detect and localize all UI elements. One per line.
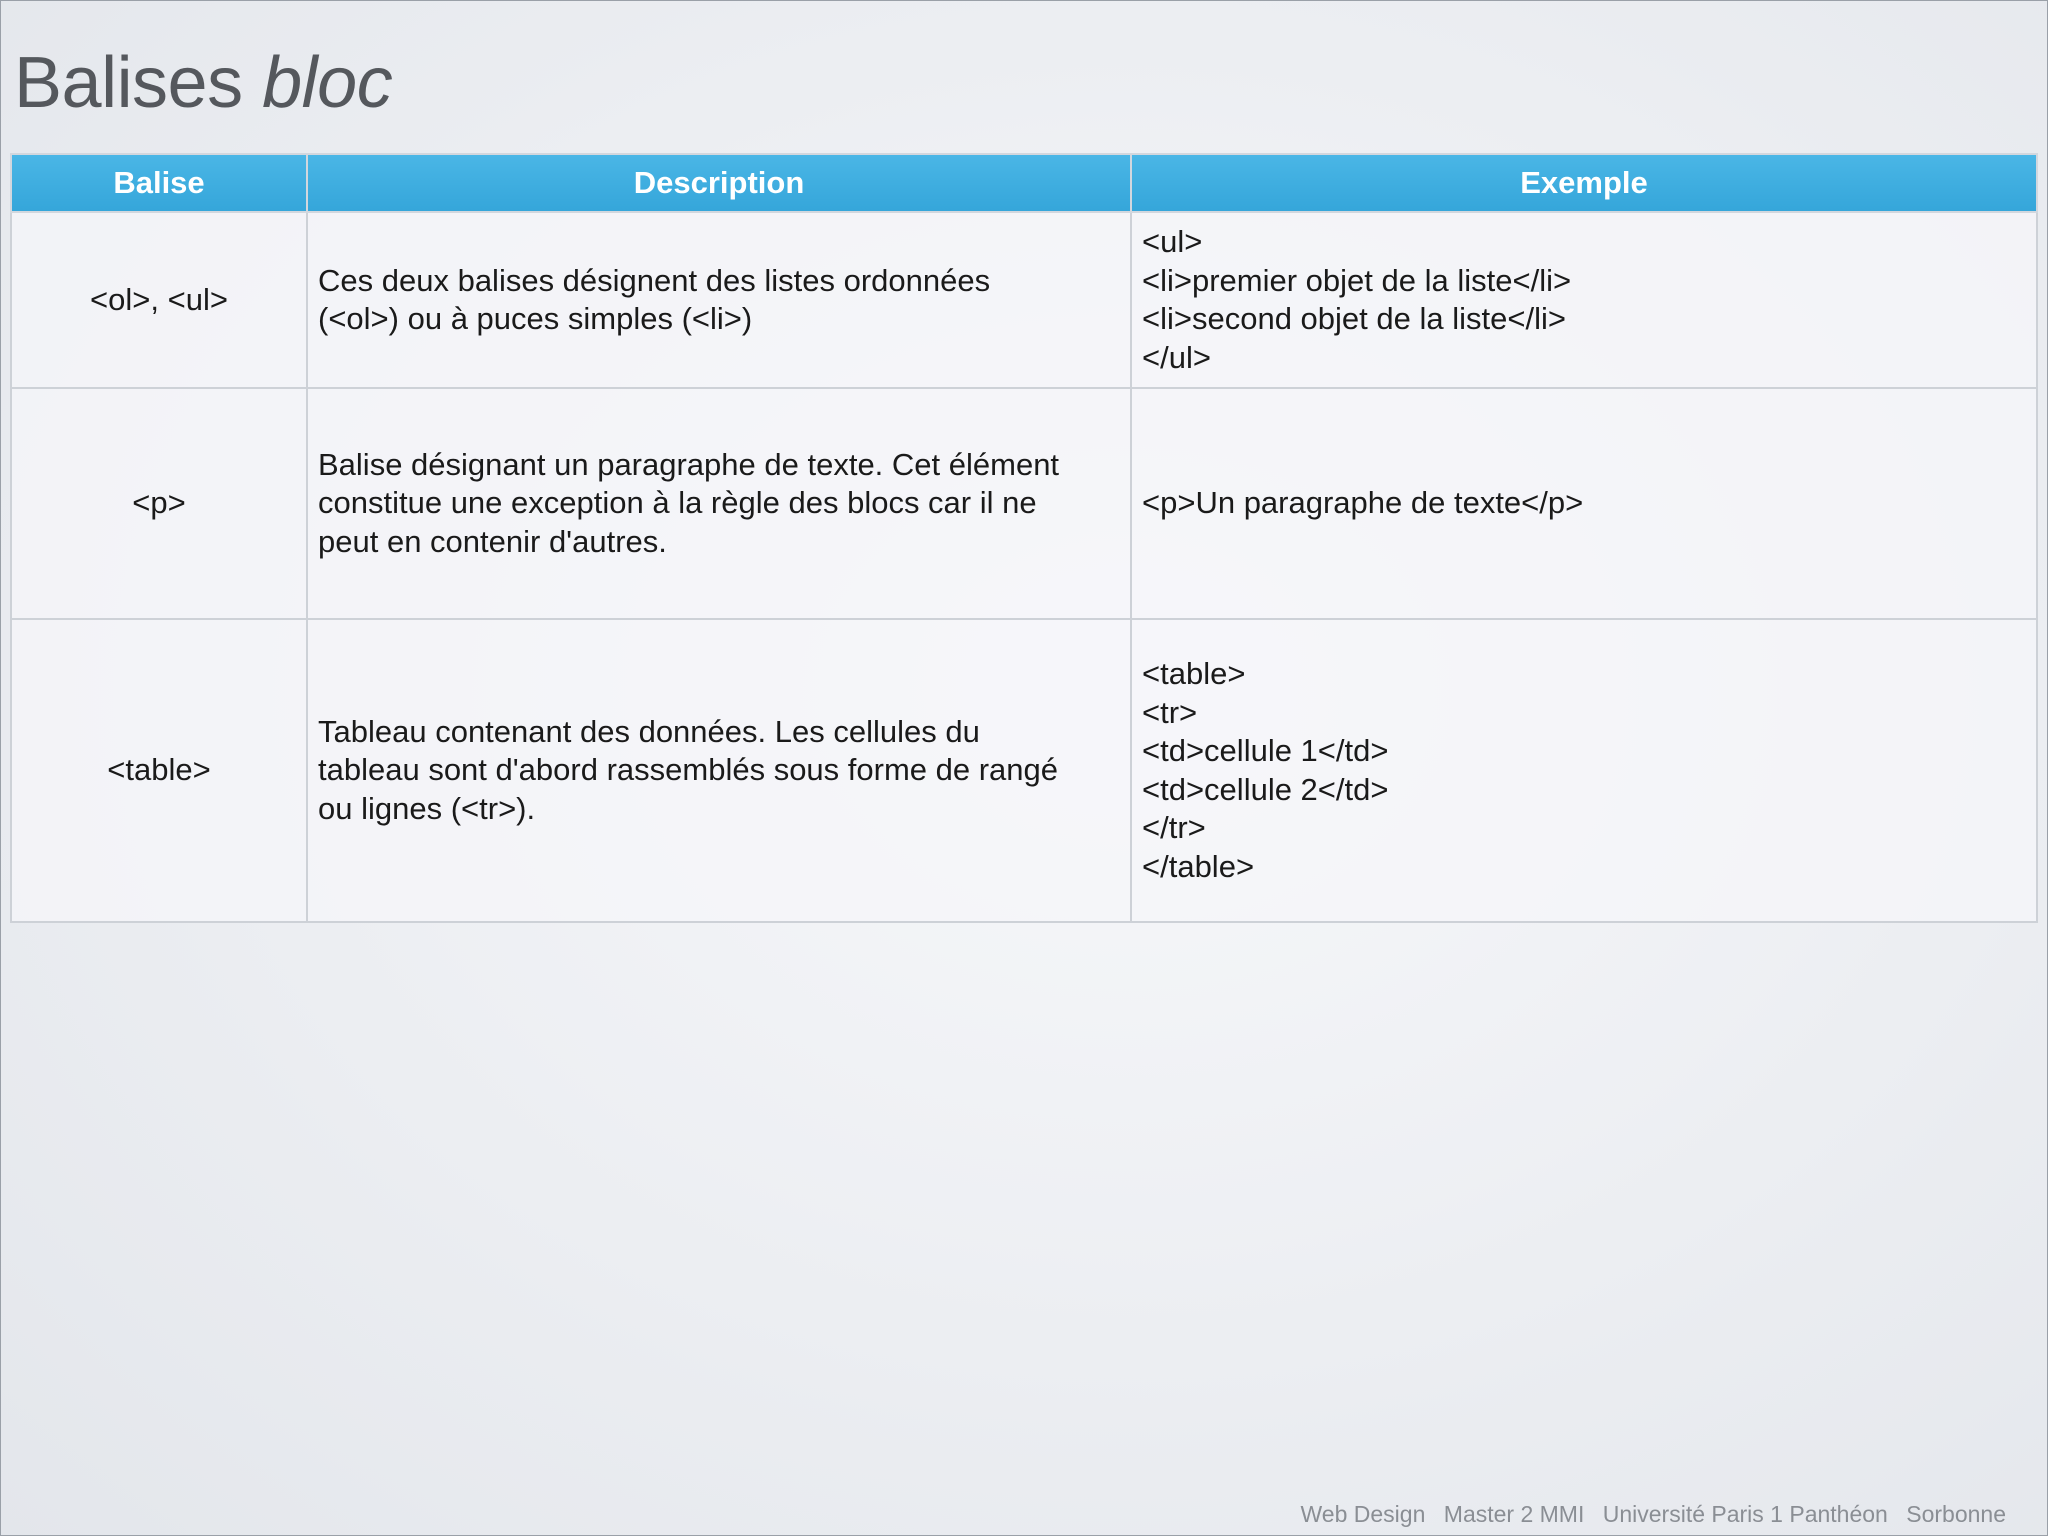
table-row: [11, 388, 2037, 619]
example-cell: [1131, 619, 2037, 922]
description-cell: [307, 388, 1131, 619]
example-line: <tr>: [1142, 694, 1198, 730]
title-main: Balises: [14, 43, 243, 123]
footer-course: Web Design: [1300, 1501, 1426, 1527]
example-line: </ul>: [1142, 339, 1211, 375]
example-cell: [1131, 212, 2037, 388]
footer-city: Sorbonne: [1906, 1501, 2006, 1527]
example-line: <li>premier objet de la liste</li>: [1142, 262, 1572, 298]
header-balise: Balise: [11, 154, 307, 212]
description-line: tableau sont d'abord rassemblés sous forme de rangé: [318, 752, 1059, 788]
description-line: ou lignes (<tr>).: [318, 790, 536, 826]
tag-cell: <ol>, <ul>: [11, 212, 307, 388]
example-line: </table>: [1142, 848, 1255, 884]
tag-cell: <p>: [11, 388, 307, 619]
header-exemple: Exemple: [1131, 154, 2037, 212]
balises-table: [10, 153, 2038, 923]
footer-program: Master 2 MMI: [1443, 1501, 1585, 1527]
description-cell: [307, 212, 1131, 388]
table-header-row: [11, 154, 2037, 212]
example-line: <ul>: [1142, 224, 1203, 259]
description-line: constitue une exception à la règle des blocs car il ne: [318, 485, 1037, 521]
description-line: peut en contenir d'autres.: [318, 523, 667, 559]
slide-title: [14, 38, 392, 128]
footer-university: Université Paris 1 Panthéon: [1602, 1501, 1888, 1527]
header-description: Description: [307, 154, 1131, 212]
description-line: Ces deux balises désignent des listes ordonnées: [318, 262, 991, 298]
table-row: [11, 619, 2037, 922]
description-line: Balise désignant un paragraphe de texte. Cet élément: [318, 446, 1060, 482]
title-italic: bloc: [262, 43, 393, 123]
example-line: <li>second objet de la liste</li>: [1142, 301, 1566, 336]
example-line: </tr>: [1142, 810, 1206, 845]
description-line: Tableau contenant des données. Les cellules du: [318, 713, 980, 749]
slide-footer: [1289, 1501, 2006, 1528]
example-line: <td>cellule 1</td>: [1142, 733, 1389, 768]
example-line: <p>Un paragraphe de texte</p>: [1142, 485, 1584, 521]
example-cell: [1131, 388, 2037, 619]
tag-cell: <table>: [11, 619, 307, 922]
table-row: [11, 212, 2037, 388]
description-cell: [307, 619, 1131, 922]
description-line: (<ol>) ou à puces simples (<li>): [318, 301, 753, 336]
example-line: <td>cellule 2</td>: [1142, 771, 1389, 807]
example-line: <table>: [1142, 656, 1246, 691]
